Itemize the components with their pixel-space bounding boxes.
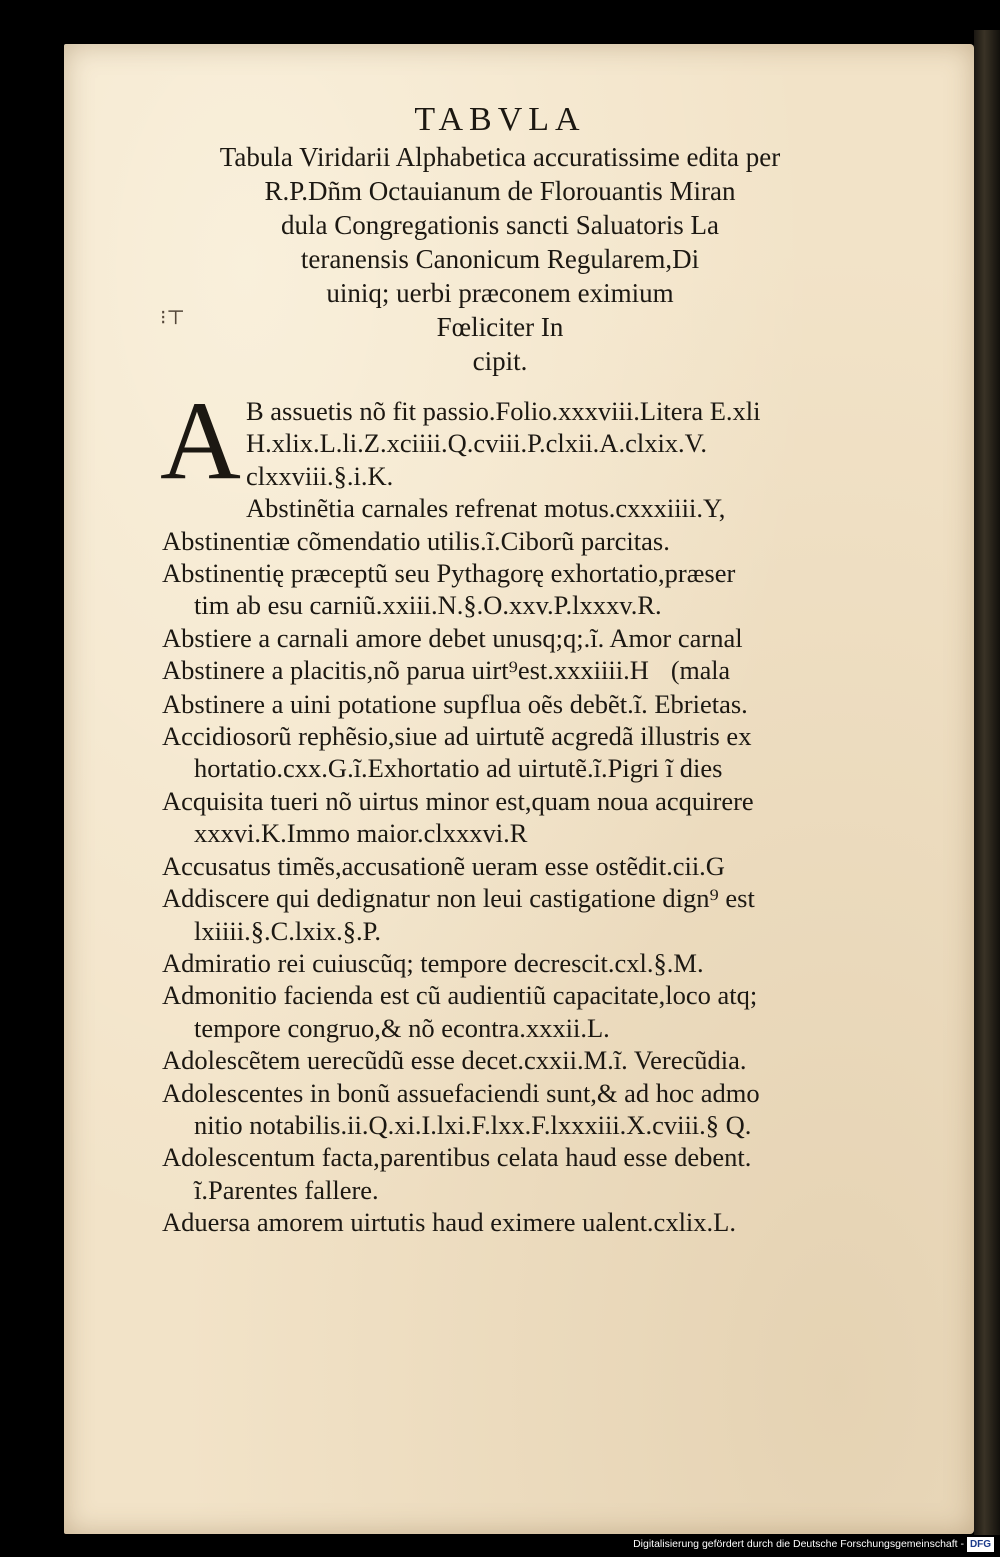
title-line: cipit. <box>472 346 528 376</box>
entry-text: Abstinentiæ cõmendatio utilis.ĩ.Ciborũ parcitas. <box>162 525 670 556</box>
entry-text: Accusatus timẽs,accusationẽ ueram esse ostẽdit.cii.G <box>162 850 725 881</box>
index-entry <box>162 1044 862 1076</box>
index-entry <box>162 947 862 979</box>
drop-capital: A <box>160 379 241 503</box>
entry-text: Addiscere qui dedignatur non leui castigatione dign⁹ est <box>162 883 755 914</box>
title-line: dula Congregationis sancti Saluatoris La <box>281 210 719 240</box>
entry-extra-text: (mala <box>670 656 731 686</box>
entry-line: H.xlix.L.li.Z.xciiii.Q.cviii.P.clxii.A.clxix.V. <box>246 428 708 459</box>
index-entry <box>162 850 862 882</box>
title-line: Tabula Viridarii Alphabetica accuratissime edita per <box>219 142 781 172</box>
entry-text: Abstinere a placitis,nõ parua uirt⁹est.xxxiiii.H <box>162 655 649 686</box>
index-entry <box>162 979 862 1011</box>
entry-line: Abstinẽtia carnales refrenat motus.cxxxiiii.Y, <box>246 493 726 524</box>
entry-text: Abstinentię præceptũ seu Pythagorę exhortatio,præser <box>162 558 736 589</box>
entry-text: Abstiere a carnali amore debet unusq;q;.ĩ. Amor carnal <box>162 622 743 653</box>
entry-text: Adolescẽtem uerecũdũ esse decet.cxxii.M.ĩ. Verecũdia. <box>162 1045 747 1076</box>
entry-text: Aduersa amorem uirtutis haud eximere ualent.cxlix.L. <box>162 1207 736 1238</box>
entry-line: B assuetis nõ fit passio.Folio.xxxviii.Litera E.xli <box>246 396 761 426</box>
index-entry <box>162 882 862 914</box>
entry-continuation: tim ab esu carniũ.xxiii.N.§.O.xxv.P.lxxxv.R. <box>194 590 662 621</box>
entry-continuation: nitio notabilis.ii.Q.xi.I.lxi.F.lxx.F.lxxxiii.X.cviii.§ Q. <box>194 1109 752 1140</box>
entry-text: Adolescentes in bonũ assuefaciendi sunt,& ad hoc admo <box>162 1077 760 1108</box>
index-entry <box>162 785 862 817</box>
index-entry <box>162 1206 862 1238</box>
title-line: Fœliciter In <box>436 312 564 342</box>
index-entry <box>162 557 862 589</box>
title-line: teranensis Canonicum Regularem,Di <box>300 244 700 274</box>
page-heading: TABVLA <box>414 101 586 138</box>
index-entries <box>160 379 862 1239</box>
index-entry <box>162 1077 862 1109</box>
entry-text: Abstinere a uini potatione supflua oẽs debẽt.ĩ. Ebrietas. <box>162 688 748 719</box>
first-entry <box>160 379 862 525</box>
entry-text: Adolescentum facta,parentibus celata haud esse debent. <box>162 1142 752 1173</box>
index-entry <box>162 1141 862 1173</box>
entry-continuation: xxxvi.K.Immo maior.clxxxvi.R <box>194 818 528 849</box>
entry-continuation: hortatio.cxx.G.ĩ.Exhortatio ad uirtutẽ.ĩ.Pigri ĩ dies <box>194 753 723 784</box>
title-block <box>0 100 1000 378</box>
entry-continuation: lxiiii.§.C.lxix.§.P. <box>194 915 382 946</box>
dfg-logo: DFG <box>967 1537 994 1552</box>
index-entry <box>162 525 862 557</box>
index-entry <box>162 622 862 654</box>
entry-text: Acquisita tueri nõ uirtus minor est,quam noua acquirere <box>162 785 754 816</box>
digitization-credit: Digitalisierung gefördert durch die Deutsche Forschungsgemeinschaft - <box>633 1538 964 1550</box>
index-entry <box>162 688 862 720</box>
title-line: uiniq; uerbi præconem eximium <box>326 278 674 308</box>
index-entry <box>162 720 862 752</box>
margin-mark: ⁝⊤ <box>160 307 186 329</box>
entry-text: Accidiosorũ rephẽsio,siue ad uirtutẽ acgredã illustris ex <box>162 721 752 752</box>
entry-text: Admonitio facienda est cũ audientiũ capacitate,loco atq; <box>162 980 758 1011</box>
entry-list <box>162 525 862 1239</box>
entry-line: clxxviii.§.i.K. <box>246 460 394 491</box>
index-entry <box>162 654 862 687</box>
entry-continuation: ĩ.Parentes fallere. <box>194 1174 379 1205</box>
title-line: R.P.Dñm Octauianum de Florouantis Miran <box>264 176 736 206</box>
title-subtitle <box>0 140 1000 378</box>
entry-continuation: tempore congruo,& nõ econtra.xxxii.L. <box>194 1012 610 1043</box>
entry-text: Admiratio rei cuiuscũq; tempore decrescit.cxl.§.M. <box>162 947 704 978</box>
